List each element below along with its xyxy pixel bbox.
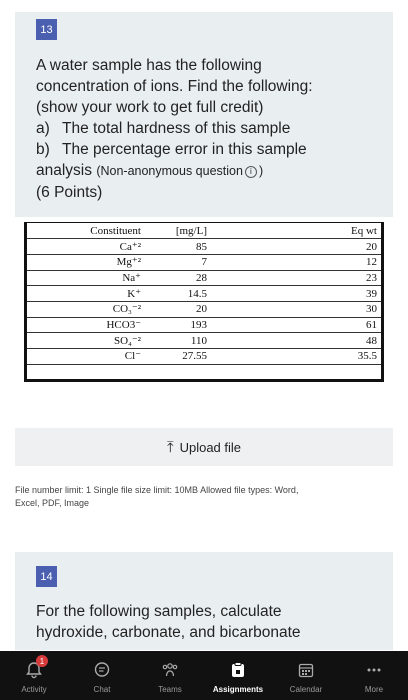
table-cell: HCO3⁻ — [27, 317, 145, 333]
question-number: 13 — [36, 19, 57, 40]
tab-activity[interactable] — [0, 651, 68, 700]
tab-label: More — [364, 685, 384, 694]
calendar-icon — [297, 661, 315, 679]
table-header-row — [27, 223, 381, 239]
part-b: b) The percentage error in this sample — [36, 141, 307, 158]
column-header: [mg/L] — [145, 223, 211, 239]
table-cell: 20 — [341, 239, 381, 255]
question-line: concentration of ions. Find the following: — [36, 78, 313, 95]
table-cell: 7 — [145, 254, 211, 270]
column-header: Eq wt — [341, 223, 381, 239]
tab-more[interactable] — [340, 651, 408, 700]
table-cell: 23 — [341, 270, 381, 286]
question-text — [36, 601, 383, 643]
notification-badge: 1 — [36, 655, 48, 667]
bottom-tab-bar — [0, 651, 408, 700]
table-cell: Na⁺ — [27, 270, 145, 286]
table-cell: SO₄⁻² — [27, 333, 145, 349]
ion-data-table — [24, 222, 384, 382]
table-cell: 20 — [145, 301, 211, 317]
table-cell: Ca⁺² — [27, 239, 145, 255]
more-icon — [365, 661, 383, 679]
tab-assignments[interactable] — [204, 651, 272, 700]
upload-file-button[interactable] — [15, 428, 393, 466]
table-cell: 48 — [341, 333, 381, 349]
question-card-13 — [15, 12, 393, 217]
table-cell: 110 — [145, 333, 211, 349]
info-icon[interactable]: i — [245, 166, 257, 178]
table-row — [27, 301, 381, 317]
table-cell: 12 — [341, 254, 381, 270]
question-number: 14 — [36, 566, 57, 587]
upload-label: Upload file — [179, 439, 242, 455]
tab-label: Calendar — [289, 685, 323, 694]
table-row — [27, 254, 381, 270]
column-header: Constituent — [27, 223, 145, 239]
table-cell: Cl⁻ — [27, 349, 145, 365]
question-line: (show your work to get full credit) — [36, 99, 264, 116]
table-row — [27, 349, 381, 365]
tab-chat[interactable] — [68, 651, 136, 700]
part-a: a) The total hardness of this sample — [36, 120, 291, 137]
tab-label: Teams — [158, 685, 182, 694]
table-cell: 39 — [341, 286, 381, 302]
table-row — [27, 239, 381, 255]
tab-label: Activity — [21, 685, 47, 694]
table-row — [27, 270, 381, 286]
assignments-icon — [229, 661, 247, 679]
table-cell: 85 — [145, 239, 211, 255]
table-cell: 61 — [341, 317, 381, 333]
question-card-14 — [15, 552, 393, 650]
table-cell: 193 — [145, 317, 211, 333]
file-limits-text: File number limit: 1 Single file size limit: 10MB Allowed file types: Word, Excel, PDF, Image — [15, 485, 299, 508]
analysis-line: analysis (Non-anonymous question i ) — [36, 162, 264, 179]
table-cell: 27.55 — [145, 349, 211, 365]
question-line: A water sample has the following — [36, 57, 262, 74]
question-text — [36, 55, 383, 203]
chat-icon — [93, 661, 111, 679]
table-cell: CO₃⁻² — [27, 301, 145, 317]
table-cell: 35.5 — [341, 349, 381, 365]
table-cell: K⁺ — [27, 286, 145, 302]
table-cell: 28 — [145, 270, 211, 286]
tab-calendar[interactable] — [272, 651, 340, 700]
tab-label: Chat — [93, 685, 111, 694]
table-cell: 14.5 — [145, 286, 211, 302]
table-row — [27, 333, 381, 349]
points-label: (6 Points) — [36, 184, 103, 201]
table-row — [27, 317, 381, 333]
tab-label: Assignments — [212, 685, 264, 694]
upload-icon: ⤒ — [166, 438, 174, 456]
non-anonymous-note: (Non-anonymous question — [96, 164, 243, 178]
table-cell: 30 — [341, 301, 381, 317]
teams-icon — [161, 661, 179, 679]
table-row — [27, 286, 381, 302]
table-cell: Mg⁺² — [27, 254, 145, 270]
question-line: For the following samples, calculate — [36, 603, 282, 620]
tab-teams[interactable] — [136, 651, 204, 700]
question-line: hydroxide, carbonate, and bicarbonate — [36, 624, 301, 641]
